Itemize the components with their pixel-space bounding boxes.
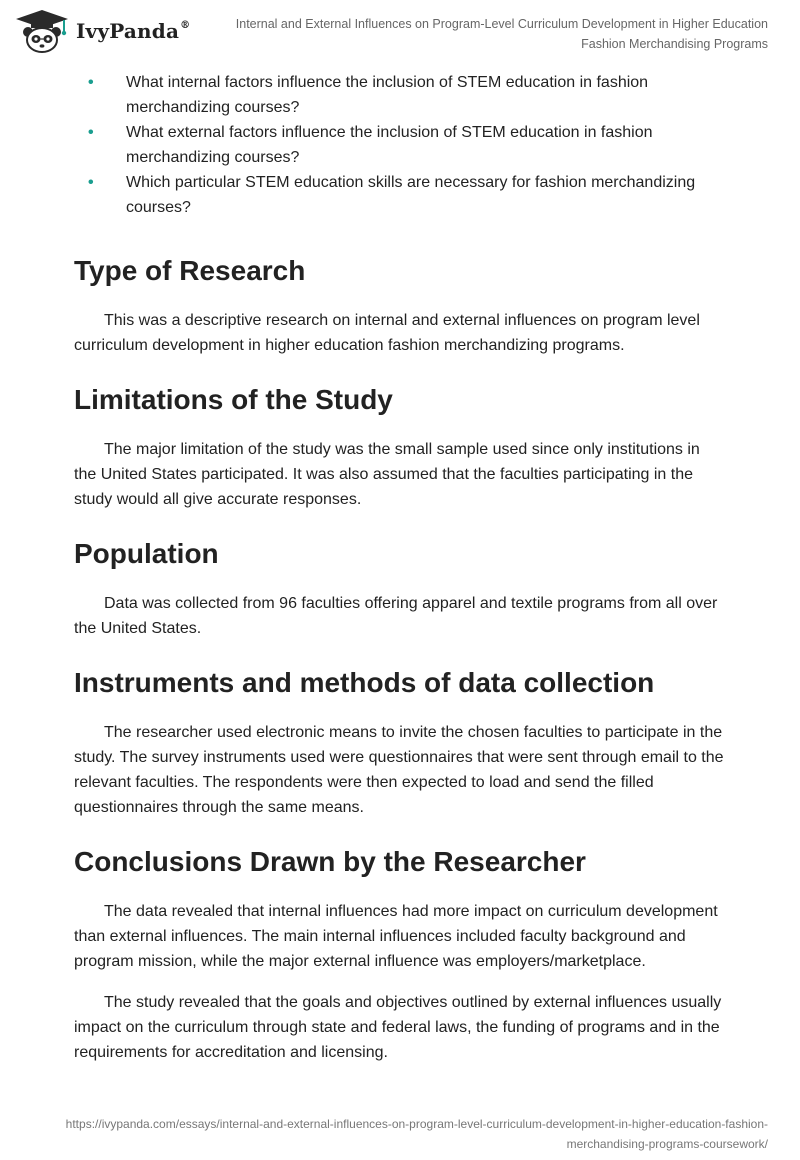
list-item-text: Which particular STEM education skills are necessary for fashion merchandizing courses? — [126, 174, 696, 216]
section-heading: Population — [74, 538, 219, 569]
paragraph: The researcher used electronic means to invite the chosen faculties to participate in the study. The survey instruments used were questionnaires that were sent through email to the relevant faculties. The respondents were then expected to load and send the filled questionnaires through the same means. — [74, 724, 724, 816]
list-item — [74, 170, 726, 220]
bullet-icon: • — [88, 74, 94, 91]
section-heading: Limitations of the Study — [74, 384, 393, 415]
list-item — [74, 120, 726, 170]
list-item — [74, 70, 726, 120]
logo[interactable] — [14, 8, 190, 54]
page-header — [0, 0, 800, 60]
question-list — [74, 70, 726, 220]
article-body — [74, 70, 726, 1065]
source-url[interactable] — [8, 1114, 768, 1154]
document-title-line: Internal and External Influences on Program-Level Curriculum Development in Higher Education — [235, 17, 768, 31]
source-url-line: merchandising-programs-coursework/ — [566, 1137, 768, 1151]
bullet-icon: • — [88, 174, 94, 191]
section-heading: Instruments and methods of data collection — [74, 667, 655, 698]
paragraph: This was a descriptive research on internal and external influences on program level curriculum development in higher education fashion merchandizing programs. — [74, 312, 700, 354]
section-heading: Type of Research — [74, 255, 306, 286]
document-title — [208, 14, 768, 54]
list-item-text: What external factors influence the inclusion of STEM education in fashion merchandizing courses? — [126, 124, 653, 166]
brand-name: IvyPanda® — [76, 19, 191, 43]
list-item-text: What internal factors influence the inclusion of STEM education in fashion merchandizing courses? — [126, 74, 649, 116]
panda-graduate-icon — [14, 8, 70, 54]
paragraph: The study revealed that the goals and objectives outlined by external influences usually impact on the curriculum through state and federal laws, the funding of programs and in the requirements for accreditation and licensing. — [74, 994, 722, 1061]
bullet-icon: • — [88, 124, 94, 141]
source-url-line: https://ivypanda.com/essays/internal-and-external-influences-on-program-level-curriculum-development-in-higher-education-fashion- — [65, 1117, 768, 1131]
document-title-line: Fashion Merchandising Programs — [581, 37, 768, 51]
paragraph: The data revealed that internal influences had more impact on curriculum development than external influences. The main internal influences included faculty background and program mission, while the major external influence was employers/marketplace. — [74, 903, 718, 970]
paragraph: Data was collected from 96 faculties offering apparel and textile programs from all over the United States. — [74, 595, 718, 637]
paragraph: The major limitation of the study was the small sample used since only institutions in the United States participated. It was also assumed that the faculties participating in the study would all give accurate responses. — [74, 441, 700, 508]
section-heading: Conclusions Drawn by the Researcher — [74, 846, 586, 877]
